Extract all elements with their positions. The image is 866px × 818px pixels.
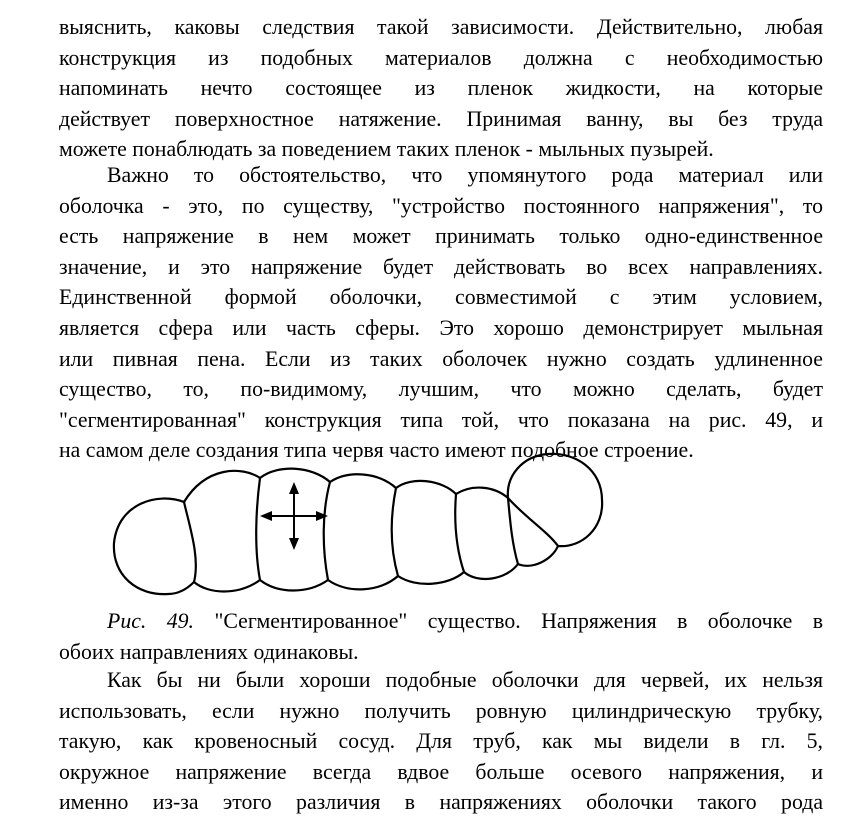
arrow-head-right <box>316 511 328 521</box>
segment-divider <box>184 502 196 582</box>
arrow-head-up <box>289 482 299 494</box>
creature-outline <box>114 454 602 594</box>
text-line: Как бы ни были хороши подобные оболочки для червей, их нельзя <box>107 668 823 692</box>
text-line: именно из-за этого различия в напряжениях оболочки такого рода <box>59 790 823 815</box>
segment-divider <box>392 488 398 576</box>
arrow-head-down <box>289 538 299 550</box>
paragraph-1 <box>59 12 823 165</box>
figure-label: Рис. 49. <box>107 609 195 633</box>
segment-divider <box>256 478 260 580</box>
text-line: конструкция из подобных материалов должна с необходимостью <box>59 45 823 70</box>
text-line: использовать, если нужно получить ровную цилиндрическую трубку, <box>59 698 823 723</box>
text-line: существо, то, по-видимому, лучшим, что можно сделать, будет <box>59 377 823 402</box>
text-line: является сфера или часть сферы. Это хорошо демонстрирует мыльная <box>59 315 823 340</box>
text-line: есть напряжение в нем может принимать только одно-единственное <box>59 224 823 249</box>
text-line: "сегментированная" конструкция типа той, что показана на рис. 49, и <box>59 407 823 432</box>
text-line: действует поверхностное натяжение. Принимая ванну, вы без труда <box>59 106 823 131</box>
text-line: можете понаблюдать за поведением таких пленок - мыльных пузырей. <box>59 137 714 162</box>
segmented-creature-figure <box>108 448 608 600</box>
paragraph-2 <box>59 160 823 466</box>
caption-text: "Сегментированное" существо. Напряжения в оболочке в <box>214 609 823 633</box>
text-line: Важно то обстоятельство, что упомянутого рода материал или <box>107 163 823 187</box>
text-line: значение, и это напряжение будет действовать во всех направлениях. <box>59 254 823 279</box>
text-line: напоминать нечто состоящее из пленок жидкости, на которые <box>59 76 823 101</box>
caption-line: обоих направлениях одинаковы. <box>59 639 359 664</box>
segment-divider <box>508 498 558 546</box>
segment-divider <box>455 494 464 572</box>
text-line: такую, как кровеносный сосуд. Для труб, как мы видели в гл. 5, <box>59 729 823 754</box>
text-line: на самом деле создания типа червя часто имеют подобное строение. <box>59 438 694 463</box>
figure-caption <box>59 606 823 667</box>
text-line: Единственной формой оболочки, совместимой с этим условием, <box>59 285 823 310</box>
text-line: оболочка - это, по существу, "устройство постоянного напряжения", то <box>59 193 823 218</box>
caption-line <box>59 606 823 637</box>
paragraph-3 <box>59 665 823 818</box>
text-line: окружное напряжение всегда вдвое больше осевого напряжения, и <box>59 759 823 784</box>
segment-divider <box>324 482 330 580</box>
arrow-head-left <box>260 511 272 521</box>
text-line: или пивная пена. Если из таких оболочек нужно создать удлиненное <box>59 346 823 371</box>
text-line: выяснить, каковы следствия такой зависимости. Действительно, любая <box>59 15 823 39</box>
